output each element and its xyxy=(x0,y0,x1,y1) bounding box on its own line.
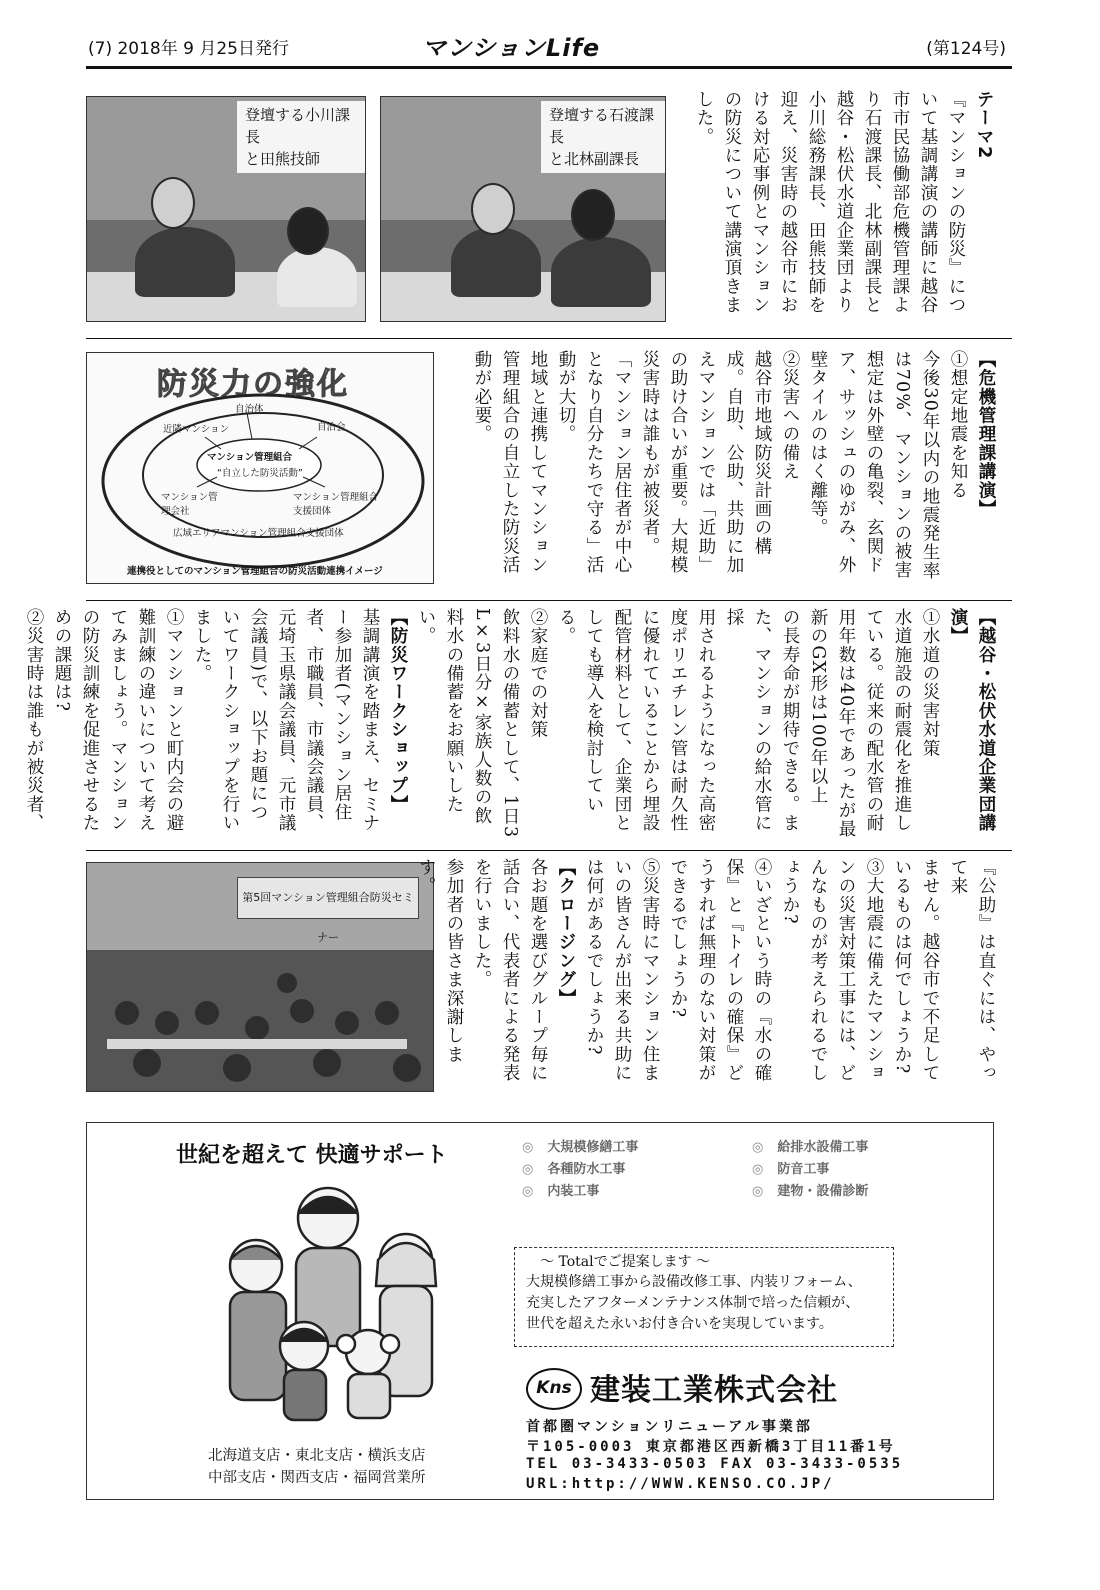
text-line: ょうか? xyxy=(780,858,800,925)
text-line: 越谷・松伏水道企業団より xyxy=(834,90,854,315)
text-line: は何があるでしょうか? xyxy=(584,858,604,1056)
water-authority-lecture xyxy=(24,608,1000,842)
text-line: 市市民協働部危機管理課よ xyxy=(890,90,910,315)
text-line: の長寿命が期待できる。ま xyxy=(780,608,800,833)
tel-fax: TEL 03-3433-0503 FAX 03-3433-0535 xyxy=(526,1456,904,1472)
service-list-left: ◎ 大規模修繕工事 ◎ 各種防水工事 ◎ 内装工事 xyxy=(522,1140,639,1199)
text-line: んなものが考えられるでし xyxy=(808,858,828,1083)
text-line: ④いざという時の『水の確 xyxy=(752,858,772,1083)
service-item: 大規模修繕工事 xyxy=(547,1140,639,1155)
proposal-text: 大規模修繕工事から設備改修工事、内装リフォーム、 充実したアフターメンテナンス体制で培った信頼が、 世代を超えた永いお付き合いを実現しています。 xyxy=(526,1274,862,1332)
text-line: 基調講演を踏まえ、セミナ xyxy=(360,608,380,833)
node-label: 近隣マンション xyxy=(163,424,230,435)
text-line: うすれば無理のない対策が xyxy=(696,858,716,1083)
text-line: ③大地震に備えたマンショ xyxy=(864,858,884,1083)
service-item: 各種防水工事 xyxy=(547,1162,626,1177)
text-line: ました。 xyxy=(192,608,212,683)
text-line: 『公助』は直ぐには、やって来 xyxy=(948,858,996,1083)
company-name: 建装工業株式会社 xyxy=(590,1373,838,1408)
text-line: てみましょう。マンション xyxy=(108,608,128,833)
service-item: 建物・設備診断 xyxy=(777,1184,869,1199)
text-line: 「マンション居住者が中心 xyxy=(612,350,632,575)
text-line: 動が大切。 xyxy=(556,350,576,444)
section-rule xyxy=(86,338,1012,339)
text-line: 壁タイルのはく離等。 xyxy=(808,350,828,537)
text-line: 【越谷・松伏水道企業団講演】 xyxy=(948,608,996,833)
text-line: ー参加者(マンション居住 xyxy=(332,608,352,822)
text-line: ②家庭での対策 xyxy=(528,608,548,739)
text-line: 各お題を選びグループ毎に xyxy=(528,858,548,1083)
text-line: いるものは何でしょうか? xyxy=(892,858,912,1075)
text-line: 動が必要。 xyxy=(472,350,492,444)
node-label: マンション管理会社 xyxy=(161,492,218,517)
text-line: 管理組合の自立した防災活 xyxy=(500,350,520,575)
text-line: ア、サッシュのゆがみ、外 xyxy=(836,350,856,575)
service-list-right: ◎ 給排水設備工事 ◎ 防音工事 ◎ 建物・設備診断 xyxy=(752,1140,869,1199)
node-label: マンション管理組合支援団体 xyxy=(293,492,379,517)
caption-line: と北林副課長 xyxy=(549,150,640,168)
diagram-outer-label: 広域エリアマンション管理組合支援団体 xyxy=(173,528,344,539)
text-line: 水道施設の耐震化を推進し xyxy=(892,608,912,833)
caption-line: 登壇する石渡課長 xyxy=(549,106,655,146)
company-logo: Kns xyxy=(526,1368,582,1410)
text-line: 用されるようになった高密 xyxy=(696,608,716,833)
text-line: 配管材料として、企業団と xyxy=(612,608,632,833)
text-line: L×3日分×家族人数の飲 xyxy=(472,608,492,826)
text-line: いの皆さんが出来る共助に xyxy=(612,858,632,1083)
text-line: ①水道の災害対策 xyxy=(920,608,940,758)
text-line: ②災害時は誰もが被災者、 xyxy=(24,608,44,833)
theme2-article xyxy=(676,90,998,330)
diagram-footer: 連携役としてのマンション管理組合の防災活動連携イメージ xyxy=(127,566,383,577)
text-line: に優れていることから埋設 xyxy=(640,608,660,833)
branch-offices-line1: 北海道支店・東北支店・横浜支店 xyxy=(208,1448,426,1464)
text-line: 成。自助、公助、共助に加 xyxy=(724,350,744,575)
text-line: 元埼玉県議会議員、元市議 xyxy=(276,608,296,833)
text-line: 小川総務課長、田熊技師を xyxy=(806,90,826,315)
text-line: の防災訓練を促進させるた xyxy=(80,608,100,833)
disaster-prevention-diagram xyxy=(86,352,434,584)
caption-line: 登壇する小川課長 xyxy=(245,106,351,146)
seminar-photo xyxy=(86,862,434,1092)
text-line: ②災害への備え xyxy=(780,350,800,481)
issue-number: (第124号) xyxy=(926,39,1006,59)
text-line: 災害時は誰もが被災者。 xyxy=(640,350,660,556)
text-line: 【防災ワークショップ】 xyxy=(388,608,408,814)
company-url[interactable]: URL:http://WWW.KENSO.CO.JP/ xyxy=(526,1476,835,1492)
proposal-title: ～ Totalでご提案します ～ xyxy=(540,1254,711,1270)
text-line: 想定は外壁の亀裂、玄関ド xyxy=(864,350,884,575)
text-line: ンの災害対策工事には、ど xyxy=(836,858,856,1083)
seminar-banner: 第5回マンション管理組合防災セミナー xyxy=(237,877,419,919)
text-line: 今後30年以内の地震発生率 xyxy=(920,350,940,581)
node-label: 自治会 xyxy=(317,422,346,433)
text-line: の助け合いが重要。大規模 xyxy=(668,350,688,575)
service-item: 給排水設備工事 xyxy=(777,1140,869,1155)
text-line: 地域と連携してマンション xyxy=(528,350,548,575)
text-line: 度ポリエチレン管は耐久性 xyxy=(668,608,688,833)
branch-offices-line2: 中部支店・関西支店・福岡営業所 xyxy=(208,1470,426,1486)
node-label: 自治体 xyxy=(235,404,264,415)
section-rule xyxy=(86,850,1012,851)
service-item: 内装工事 xyxy=(547,1184,600,1199)
text-line: 新のGX形は100年以上 xyxy=(808,608,828,805)
header-rule xyxy=(86,66,1012,69)
text-line: めの課題は? xyxy=(52,608,72,713)
text-line: 料水の備蓄をお願いしたい。 xyxy=(416,608,464,814)
text-line: は70%、マンションの被害 xyxy=(892,350,912,580)
text-line: た、マンションの給水管に採 xyxy=(724,608,772,833)
caption-line: と田熊技師 xyxy=(245,150,321,168)
text-line: できるでしょうか? xyxy=(668,858,688,1019)
masthead-title: マンションLife xyxy=(422,34,601,62)
text-line: の防災について講演頂きま xyxy=(722,90,742,315)
photo-ishiwata-kitabayashi xyxy=(380,96,666,322)
issue-date: (7) 2018年 9 月25日発行 xyxy=(88,39,290,59)
text-line: 『マンションの防災』につ xyxy=(946,90,966,315)
text-line: 難訓練の違いについて考え xyxy=(136,608,156,833)
text-line: り石渡課長、北林副課長と xyxy=(862,90,882,315)
text-line: ける対応事例とマンション xyxy=(750,90,770,315)
text-line: いてワークショップを行い xyxy=(220,608,240,833)
text-line: テーマ2 xyxy=(974,90,994,160)
diagram-center-sub: “自立した防災活動” xyxy=(217,468,303,479)
text-line: いて基調講演の講師に越谷 xyxy=(918,90,938,315)
text-line: を行いました。 xyxy=(472,858,492,989)
service-item: 防音工事 xyxy=(777,1162,830,1177)
family-illustration xyxy=(200,1176,470,1436)
text-line: 参加者の皆さま深謝します。 xyxy=(416,858,464,1064)
diagram-center: マンション管理組合 xyxy=(207,452,293,463)
text-line: 用年数は40年であったが最 xyxy=(836,608,856,839)
text-line: 者、市職員、市議会議員、 xyxy=(304,608,324,833)
text-line: ①想定地震を知る xyxy=(948,350,968,500)
text-line: 会議員)で、以下お題につ xyxy=(248,608,268,822)
text-line: ⑤災害時にマンション住ま xyxy=(640,858,660,1083)
text-line: ません。越谷市で不足して xyxy=(920,858,940,1083)
text-line: えマンションでは「近助」 xyxy=(696,350,716,575)
text-line: ている。従来の配水管の耐 xyxy=(864,608,884,833)
workshop-topics-closing xyxy=(416,858,1000,1098)
crisis-management-lecture xyxy=(438,350,1000,590)
photo-ogawa-tagum xyxy=(86,96,366,322)
text-line: しても導入を検討している。 xyxy=(556,608,604,814)
ad-slogan: 世紀を超えて 快適サポート xyxy=(176,1143,448,1168)
text-line: となり自分たちで守る」活 xyxy=(584,350,604,575)
text-line: 迎え、災害時の越谷市にお xyxy=(778,90,798,315)
text-line: 越谷市地域防災計画の構 xyxy=(752,350,772,556)
text-line: 【クロージング】 xyxy=(556,858,576,1008)
text-line: 飲料水の備蓄として、1日3 xyxy=(500,608,520,839)
company-address: 〒105-0003 東京都港区西新橋3丁目11番1号 xyxy=(526,1439,896,1455)
text-line: ①マンションと町内会の避 xyxy=(164,608,184,833)
text-line: 話合い、代表者による発表 xyxy=(500,858,520,1083)
section-rule xyxy=(86,600,1012,601)
section-heading: 【危機管理課講演】 xyxy=(976,350,996,519)
text-line: 保』と『トイレの確保』ど xyxy=(724,858,744,1083)
division-name: 首都圏マンションリニューアル事業部 xyxy=(526,1419,813,1435)
diagram-title: 防災力の強化 xyxy=(157,367,349,402)
text-line: した。 xyxy=(694,90,714,147)
